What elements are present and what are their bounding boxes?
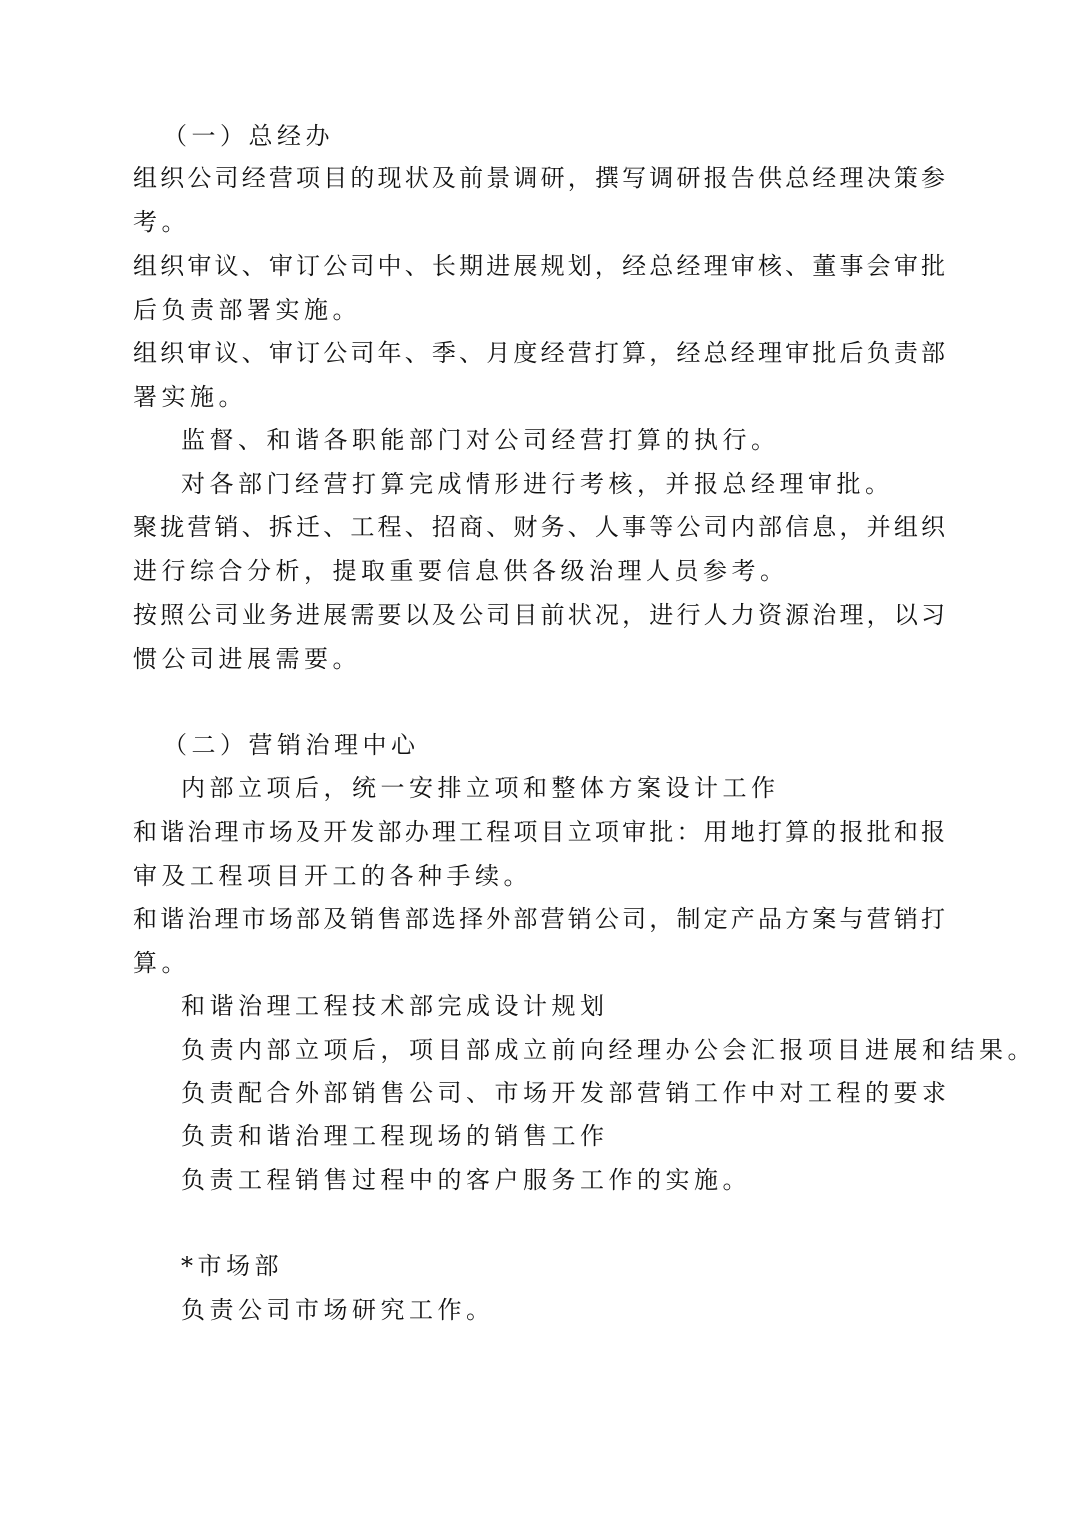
section-heading-market-department: *市场部 <box>181 1252 283 1280</box>
paragraph-line: 和谐治理市场部及销售部选择外部营销公司，制定产品方案与营销打 <box>133 905 945 933</box>
paragraph-line: 和谐治理市场及开发部办理工程项目立项审批：用地打算的报批和报 <box>133 818 945 846</box>
paragraph-line: 负责和谐治理工程现场的销售工作 <box>181 1122 609 1150</box>
paragraph-line: 考。 <box>133 208 190 236</box>
paragraph-line: 和谐治理工程技术部完成设计规划 <box>181 992 609 1020</box>
paragraph-line: 负责配合外部销售公司、市场开发部营销工作中对工程的要求 <box>181 1079 951 1107</box>
paragraph-line: 负责内部立项后，项目部成立前向经理办公会汇报项目进展和结果。 <box>181 1036 1036 1064</box>
paragraph-line: 署实施。 <box>133 383 247 411</box>
section-heading-marketing-center: （二）营销治理中心 <box>163 731 420 759</box>
paragraph-line: 按照公司业务进展需要以及公司目前状况，进行人力资源治理，以习 <box>133 601 945 629</box>
paragraph-line: 审及工程项目开工的各种手续。 <box>133 862 532 890</box>
paragraph-line: 内部立项后，统一安排立项和整体方案设计工作 <box>181 774 780 802</box>
paragraph-line: 监督、和谐各职能部门对公司经营打算的执行。 <box>181 426 780 454</box>
paragraph-line: 算。 <box>133 949 190 977</box>
paragraph-line: 聚拢营销、拆迁、工程、招商、财务、人事等公司内部信息，并组织 <box>133 513 945 541</box>
paragraph-line: 组织审议、审订公司年、季、月度经营打算，经总经理审批后负责部 <box>133 339 945 367</box>
paragraph-line: 后负责部署实施。 <box>133 296 361 324</box>
paragraph-line: 对各部门经营打算完成情形进行考核，并报总经理审批。 <box>181 470 894 498</box>
paragraph-line: 负责工程销售过程中的客户服务工作的实施。 <box>181 1166 751 1194</box>
paragraph-line: 负责公司市场研究工作。 <box>181 1296 495 1324</box>
paragraph-line: 进行综合分析，提取重要信息供各级治理人员参考。 <box>133 557 789 585</box>
paragraph-line: 组织公司经营项目的现状及前景调研，撰写调研报告供总经理决策参 <box>133 164 945 192</box>
paragraph-line: 惯公司进展需要。 <box>133 645 361 673</box>
section-heading-general-office: （一）总经办 <box>163 122 334 150</box>
paragraph-line: 组织审议、审订公司中、长期进展规划，经总经理审核、董事会审批 <box>133 252 945 280</box>
